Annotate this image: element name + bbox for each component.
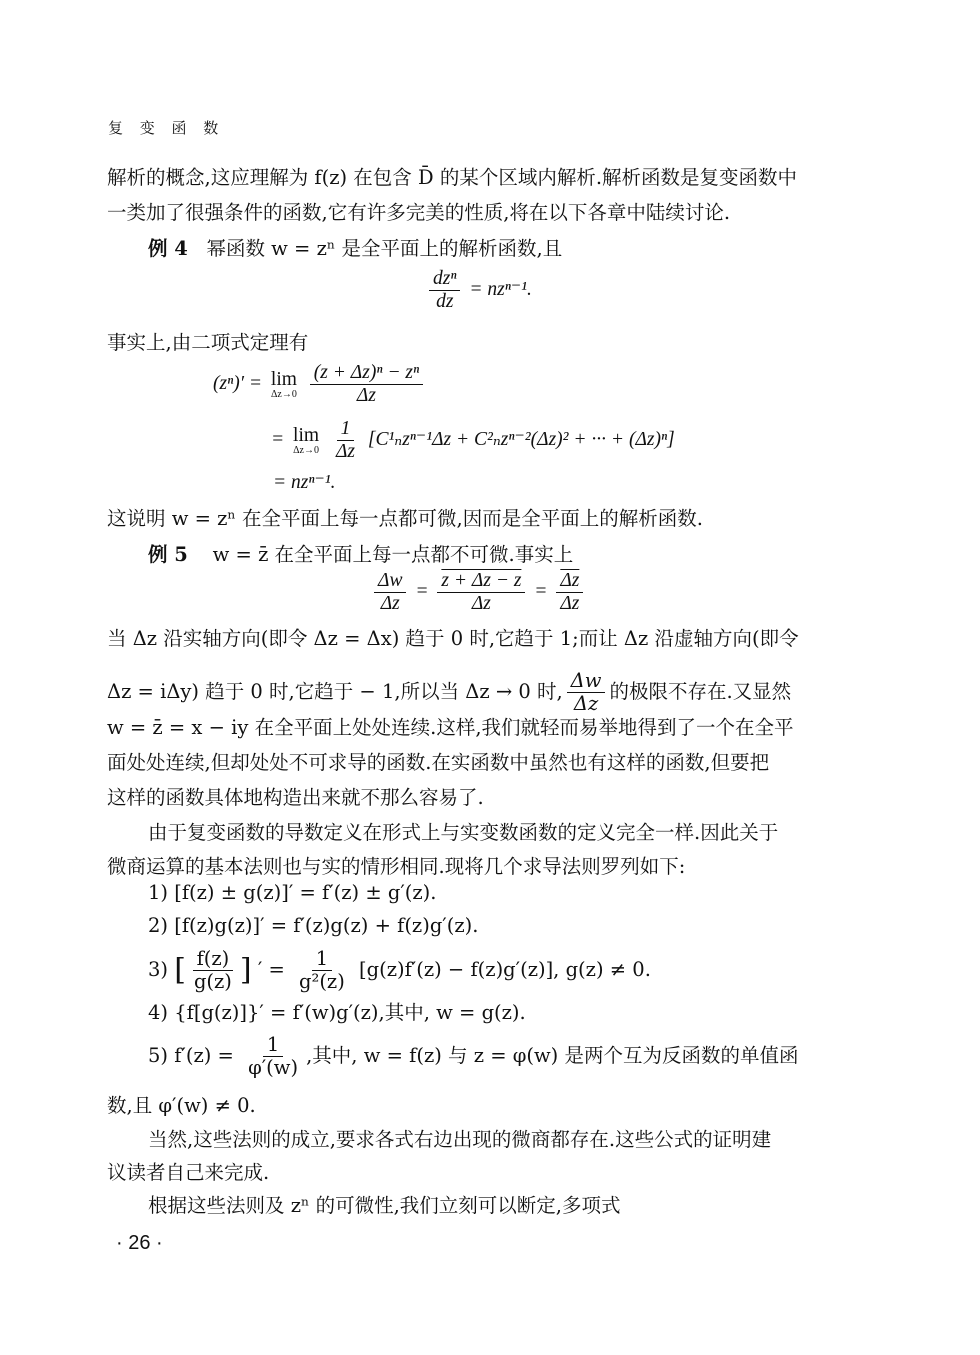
- example5-line3: w = z̄ = x − iy 在全平面上处处连续.这样,我们就轻而易举地得到了一个在全平: [107, 716, 794, 739]
- f1-num: Δw: [374, 570, 406, 593]
- lim-word-2: lim: [293, 424, 320, 446]
- r5-den: φ′(w): [248, 1056, 299, 1079]
- formula-num: dzⁿ: [429, 268, 460, 291]
- lim-sub-2: Δz→0: [293, 444, 319, 456]
- f-eq-1: =: [415, 580, 429, 602]
- closing-line2: 议读者自己来完成.: [107, 1161, 270, 1184]
- rule-5: [148, 1034, 799, 1079]
- r3-num: f(z): [193, 948, 234, 971]
- example5-line1: 当 Δz 沿实轴方向(即令 Δz = Δx) 趋于 0 时,它趋于 1;而让 Δz 沿虚轴方向(即令: [107, 627, 799, 650]
- d2-den: Δz: [335, 441, 355, 462]
- example5-line5: 这样的函数具体地构造出来就不那么容易了.: [107, 786, 484, 809]
- para1-line1: 解析的概念,这应理解为 f(z) 在包含 D̄ 的某个区域内解析.解析函数是复变函数中: [107, 166, 798, 189]
- l2-den: Δz: [573, 692, 599, 715]
- f3-den: Δz: [560, 593, 580, 614]
- rule-3-label: 3): [148, 958, 169, 981]
- example5-text: w = z̄ 在全平面上每一点都不可微.事实上: [212, 543, 574, 566]
- rule-3: 3) [ $\frac{f(z)}{g(z)}$ ] ′ = $\frac{1}{\text{g²(z)}}$ [g(z)f′(z) − f(z)g′(z)], g(z) ≠ 0.: [148, 947, 651, 993]
- derivation-lhs: (zⁿ)′ =: [213, 372, 263, 394]
- rules-intro-line2: 微商运算的基本法则也与实的情形相同.现将几个求导法则罗列如下:: [107, 855, 686, 878]
- example5-line: [148, 542, 573, 568]
- example4-line: [148, 236, 562, 262]
- example4-text: 幂函数 w = zⁿ 是全平面上的解析函数,且: [206, 237, 563, 260]
- l2-num: Δw: [567, 670, 606, 693]
- example5-label: 例 5: [148, 543, 188, 566]
- r5-b: ,其中, w = f(z) 与 z = φ(w) 是两个互为反函数的单值函: [306, 1044, 799, 1067]
- f1-den: Δz: [380, 593, 400, 614]
- proof-intro: 事实上,由二项式定理有: [107, 331, 309, 354]
- d1-den: Δz: [356, 385, 376, 406]
- r3-tail: [g(z)f′(z) − f(z)g′(z)], g(z) ≠ 0.: [359, 958, 651, 981]
- r3-mid: ′ =: [257, 958, 285, 981]
- rule-1: 1) [f(z) ± g(z)]′ = f′(z) ± g′(z).: [148, 881, 437, 904]
- derivation-line1: [213, 362, 427, 407]
- formula-derivative-zn: [425, 268, 532, 313]
- page-number: · 26 ·: [116, 1232, 163, 1254]
- closing-line3: 根据这些法则及 zⁿ 的可微性,我们立刻可以断定,多项式: [148, 1194, 621, 1217]
- f-eq-2: =: [534, 580, 548, 602]
- r3-fden: g²(z): [299, 970, 345, 993]
- rule-2: 2) [f(z)g(z)]′ = f′(z)g(z) + f(z)g′(z).: [148, 914, 479, 937]
- r3-den: g(z): [193, 970, 232, 993]
- r3-fnum: 1: [312, 948, 332, 971]
- lim-sub: Δz→0: [270, 388, 297, 400]
- closing-line1: 当然,这些法则的成立,要求各式右边出现的微商都存在.这些公式的证明建: [148, 1128, 772, 1151]
- d2-eq: =: [271, 428, 285, 450]
- d2-tail: [C¹ₙzⁿ⁻¹Δz + C²ₙzⁿ⁻²(Δz)² + ··· + (Δz)ⁿ]: [367, 428, 675, 450]
- example5-line4: 面处处连续,但却处处不可求导的函数.在实函数中虽然也有这样的函数,但要把: [107, 751, 770, 774]
- r5-num: 1: [263, 1034, 283, 1057]
- f3-num: $\overline{\Delta z}$: [556, 570, 583, 593]
- formula-den: dz: [436, 291, 454, 312]
- derivation-line3: = nzⁿ⁻¹.: [273, 472, 336, 493]
- example5-line2a: Δz = iΔy) 趋于 0 时,它趋于 − 1,所以当 Δz → 0 时,: [107, 680, 563, 703]
- rule-5-cont: 数,且 φ′(w) ≠ 0.: [107, 1094, 256, 1117]
- running-header: 复 变 函 数: [108, 119, 225, 137]
- formula-rhs: = nzⁿ⁻¹.: [469, 278, 532, 300]
- rule-4: 4) {f[g(z)]}′ = f′(w)g′(z),其中, w = g(z).: [148, 1001, 526, 1024]
- f2-num: z + Δz − z: [437, 570, 525, 593]
- r5-a: 5) f′(z) =: [148, 1044, 234, 1067]
- lim-word: lim: [270, 368, 297, 390]
- para1-line2: 一类加了很强条件的函数,它有许多完美的性质,将在以下各章中陆续讨论.: [107, 201, 731, 224]
- derivation-line2: [271, 418, 675, 463]
- example4-label: 例 4: [148, 237, 188, 260]
- example4-conclusion: 这说明 w = zⁿ 在全平面上每一点都可微,因而是全平面上的解析函数.: [107, 507, 703, 530]
- formula-conjugate: [370, 570, 587, 615]
- example5-line2b: 的极限不存在.又显然: [609, 680, 792, 703]
- d1-num: (z + Δz)ⁿ − zⁿ: [310, 362, 423, 385]
- d2-num: 1: [337, 418, 355, 441]
- example5-line2: [107, 670, 791, 715]
- f2-den: Δz: [471, 593, 491, 614]
- rules-intro-line1: 由于复变函数的导数定义在形式上与实变数函数的定义完全一样.因此关于: [148, 821, 779, 844]
